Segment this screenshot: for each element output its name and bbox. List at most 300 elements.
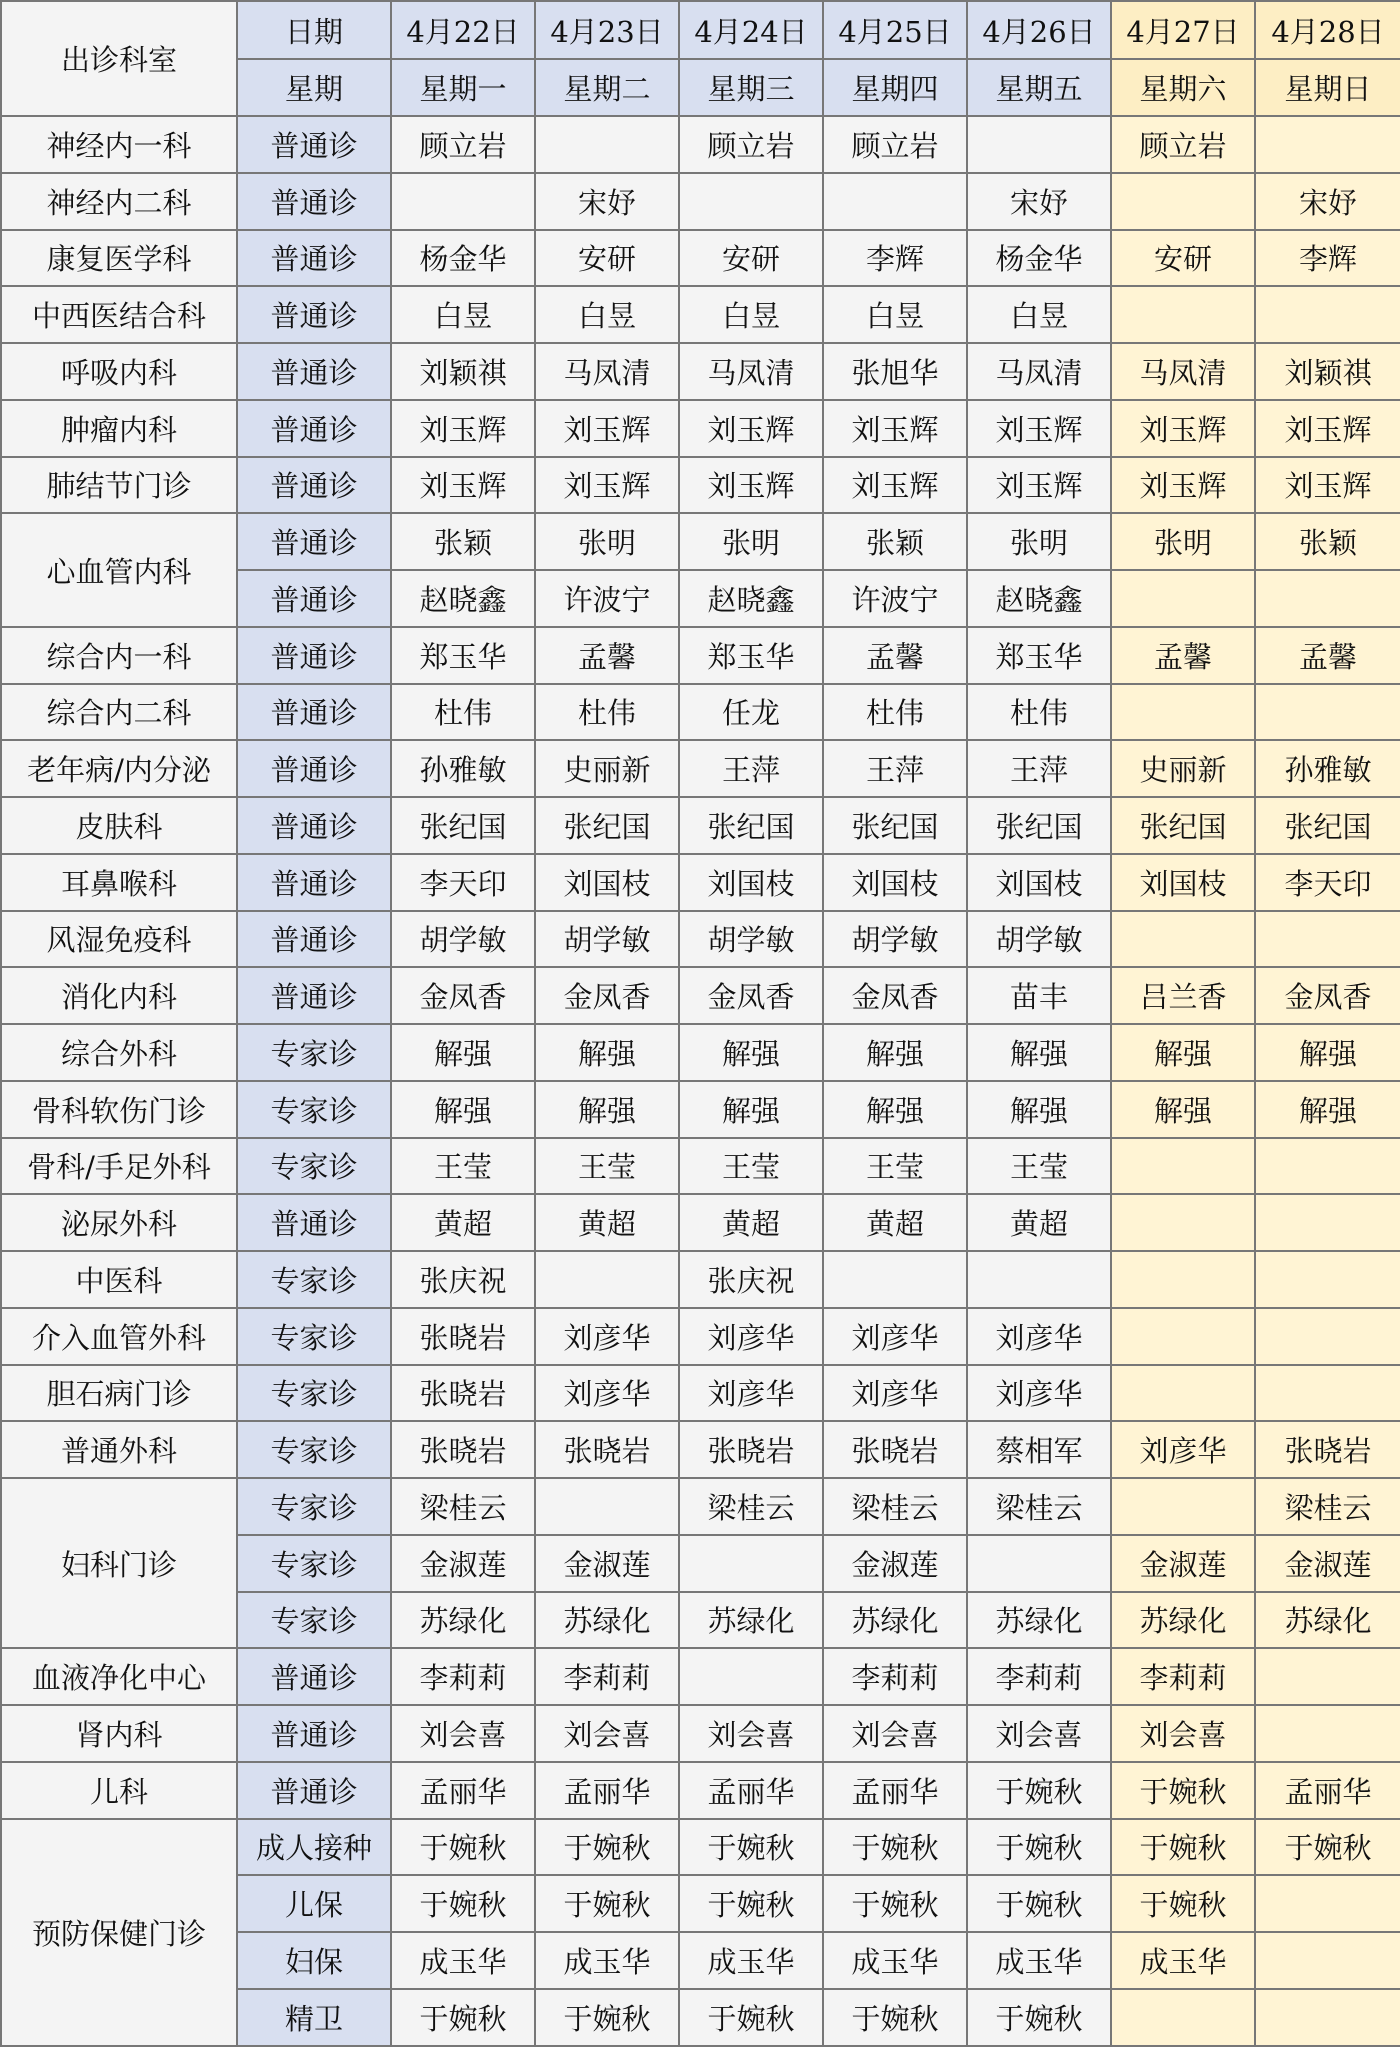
schedule-row: [1, 1421, 1400, 1478]
department-name: 泌尿外科: [1, 1194, 237, 1251]
doctor-cell: 于婉秋: [535, 1989, 679, 2046]
doctor-cell: 黄超: [535, 1194, 679, 1251]
doctor-cell: 张纪国: [967, 797, 1111, 854]
clinic-type: 专家诊: [237, 1535, 391, 1592]
clinic-type: 精卫: [237, 1989, 391, 2046]
schedule-row: [1, 1648, 1400, 1705]
doctor-cell: 刘玉辉: [967, 400, 1111, 457]
doctor-cell: [967, 1251, 1111, 1308]
schedule-row: [1, 230, 1400, 287]
doctor-cell: 于婉秋: [391, 1819, 535, 1876]
doctor-cell: [1255, 684, 1400, 741]
doctor-cell: 白昱: [679, 286, 823, 343]
doctor-cell: 李莉莉: [823, 1648, 967, 1705]
doctor-cell: [1111, 684, 1255, 741]
clinic-type: 专家诊: [237, 1308, 391, 1365]
doctor-cell: 史丽新: [535, 740, 679, 797]
doctor-cell: 杜伟: [967, 684, 1111, 741]
doctor-cell: [1255, 1194, 1400, 1251]
doctor-cell: 李莉莉: [391, 1648, 535, 1705]
doctor-cell: [1111, 1251, 1255, 1308]
clinic-type: 专家诊: [237, 1251, 391, 1308]
clinic-type: 普通诊: [237, 967, 391, 1024]
doctor-cell: 李天印: [1255, 854, 1400, 911]
doctor-cell: 苏绿化: [535, 1592, 679, 1649]
doctor-cell: 于婉秋: [1255, 1819, 1400, 1876]
dept-header: 出诊科室: [1, 1, 237, 116]
doctor-cell: 王萍: [823, 740, 967, 797]
doctor-cell: 金凤香: [391, 967, 535, 1024]
doctor-cell: 于婉秋: [967, 1819, 1111, 1876]
doctor-cell: 金淑莲: [823, 1535, 967, 1592]
doctor-cell: 于婉秋: [391, 1989, 535, 2046]
doctor-cell: 刘玉辉: [1111, 457, 1255, 514]
doctor-cell: 张晓岩: [1255, 1421, 1400, 1478]
doctor-cell: 蔡相军: [967, 1421, 1111, 1478]
doctor-cell: 成玉华: [679, 1932, 823, 1989]
doctor-cell: 金凤香: [679, 967, 823, 1024]
doctor-cell: 解强: [535, 1081, 679, 1138]
clinic-type: 普通诊: [237, 343, 391, 400]
schedule-row: [1, 1024, 1400, 1081]
doctor-cell: 吕兰香: [1111, 967, 1255, 1024]
doctor-cell: [679, 173, 823, 230]
doctor-cell: 孟馨: [535, 627, 679, 684]
department-name: 综合内二科: [1, 684, 237, 741]
doctor-cell: 金凤香: [535, 967, 679, 1024]
doctor-cell: 梁桂云: [679, 1478, 823, 1535]
weekday-cell: 星期四: [823, 59, 967, 116]
doctor-cell: [535, 116, 679, 173]
doctor-cell: 金淑莲: [535, 1535, 679, 1592]
doctor-cell: 李莉莉: [1111, 1648, 1255, 1705]
doctor-cell: 于婉秋: [823, 1875, 967, 1932]
doctor-cell: 白昱: [391, 286, 535, 343]
clinic-type: 专家诊: [237, 1592, 391, 1649]
doctor-cell: 于婉秋: [967, 1989, 1111, 2046]
schedule-row: [1, 173, 1400, 230]
doctor-cell: 张晓岩: [391, 1308, 535, 1365]
clinic-type: 普通诊: [237, 1705, 391, 1762]
doctor-cell: [1111, 286, 1255, 343]
department-name: 胆石病门诊: [1, 1365, 237, 1422]
doctor-cell: 孟丽华: [823, 1762, 967, 1819]
department-name: 综合外科: [1, 1024, 237, 1081]
doctor-cell: 成玉华: [391, 1932, 535, 1989]
doctor-cell: 梁桂云: [1255, 1478, 1400, 1535]
department-name: 肺结节门诊: [1, 457, 237, 514]
doctor-cell: [1255, 1251, 1400, 1308]
doctor-cell: [1111, 173, 1255, 230]
doctor-cell: 解强: [823, 1081, 967, 1138]
schedule-row: [1, 513, 1400, 570]
doctor-cell: 王莹: [967, 1138, 1111, 1195]
schedule-row: [1, 343, 1400, 400]
clinic-type: 专家诊: [237, 1478, 391, 1535]
clinic-type: 普通诊: [237, 116, 391, 173]
doctor-cell: 任龙: [679, 684, 823, 741]
schedule-row: [1, 286, 1400, 343]
doctor-cell: 马凤清: [967, 343, 1111, 400]
doctor-cell: 成玉华: [967, 1932, 1111, 1989]
doctor-cell: 赵晓鑫: [679, 570, 823, 627]
schedule-row: [1, 684, 1400, 741]
doctor-cell: 孟馨: [823, 627, 967, 684]
doctor-cell: 王莹: [823, 1138, 967, 1195]
doctor-cell: [1255, 911, 1400, 968]
weekday-cell: 星期日: [1255, 59, 1400, 116]
doctor-cell: 刘国枝: [823, 854, 967, 911]
doctor-cell: 顾立岩: [823, 116, 967, 173]
clinic-type: 专家诊: [237, 1081, 391, 1138]
schedule-row: [1, 1308, 1400, 1365]
date-label: 日期: [237, 1, 391, 59]
doctor-cell: [823, 1251, 967, 1308]
date-cell: 4月23日: [535, 1, 679, 59]
doctor-cell: 李天印: [391, 854, 535, 911]
doctor-cell: 解强: [679, 1081, 823, 1138]
doctor-cell: 张颖: [391, 513, 535, 570]
doctor-cell: 刘国枝: [1111, 854, 1255, 911]
schedule-row: [1, 1081, 1400, 1138]
doctor-cell: [1111, 570, 1255, 627]
doctor-cell: 王莹: [535, 1138, 679, 1195]
doctor-cell: 苏绿化: [679, 1592, 823, 1649]
department-name: 呼吸内科: [1, 343, 237, 400]
doctor-cell: 刘彦华: [967, 1308, 1111, 1365]
doctor-cell: [535, 1251, 679, 1308]
doctor-cell: 苏绿化: [823, 1592, 967, 1649]
doctor-cell: 梁桂云: [967, 1478, 1111, 1535]
doctor-cell: 马凤清: [679, 343, 823, 400]
doctor-cell: 刘彦华: [967, 1365, 1111, 1422]
doctor-cell: 刘彦华: [679, 1308, 823, 1365]
schedule-row: [1, 1705, 1400, 1762]
doctor-cell: 刘玉辉: [535, 457, 679, 514]
doctor-cell: [1255, 570, 1400, 627]
doctor-cell: 李莉莉: [535, 1648, 679, 1705]
doctor-cell: 张纪国: [1255, 797, 1400, 854]
department-name: 神经内一科: [1, 116, 237, 173]
doctor-cell: 张庆祝: [391, 1251, 535, 1308]
department-name: 肿瘤内科: [1, 400, 237, 457]
doctor-cell: 胡学敏: [391, 911, 535, 968]
doctor-cell: 胡学敏: [823, 911, 967, 968]
doctor-cell: 孟馨: [1255, 627, 1400, 684]
doctor-cell: 马凤清: [535, 343, 679, 400]
clinic-type: 普通诊: [237, 230, 391, 287]
schedule-row: [1, 400, 1400, 457]
doctor-cell: 孙雅敏: [1255, 740, 1400, 797]
doctor-cell: [1255, 116, 1400, 173]
doctor-cell: 张颖: [1255, 513, 1400, 570]
doctor-cell: 杜伟: [535, 684, 679, 741]
doctor-cell: 刘会喜: [967, 1705, 1111, 1762]
clinic-type: 普通诊: [237, 627, 391, 684]
doctor-cell: [1255, 1365, 1400, 1422]
doctor-cell: 解强: [391, 1081, 535, 1138]
department-name: 普通外科: [1, 1421, 237, 1478]
doctor-cell: 宋妤: [1255, 173, 1400, 230]
clinic-type: 普通诊: [237, 400, 391, 457]
doctor-cell: 杜伟: [391, 684, 535, 741]
schedule-row: [1, 1194, 1400, 1251]
doctor-cell: 于婉秋: [679, 1819, 823, 1876]
doctor-cell: [1111, 1365, 1255, 1422]
doctor-cell: 安研: [535, 230, 679, 287]
doctor-cell: 刘彦华: [823, 1308, 967, 1365]
department-name: 耳鼻喉科: [1, 854, 237, 911]
clinic-type: 普通诊: [237, 1648, 391, 1705]
doctor-cell: 白昱: [823, 286, 967, 343]
doctor-cell: 张明: [535, 513, 679, 570]
doctor-cell: 刘会喜: [1111, 1705, 1255, 1762]
doctor-cell: 于婉秋: [1111, 1875, 1255, 1932]
department-name: 风湿免疫科: [1, 911, 237, 968]
doctor-cell: 胡学敏: [967, 911, 1111, 968]
doctor-cell: 金凤香: [823, 967, 967, 1024]
doctor-cell: 宋妤: [967, 173, 1111, 230]
doctor-cell: 许波宁: [823, 570, 967, 627]
doctor-cell: 刘彦华: [1111, 1421, 1255, 1478]
doctor-cell: 解强: [823, 1024, 967, 1081]
weekday-cell: 星期二: [535, 59, 679, 116]
doctor-cell: 于婉秋: [967, 1762, 1111, 1819]
doctor-cell: [1255, 1932, 1400, 1989]
department-name: 老年病/内分泌: [1, 740, 237, 797]
doctor-cell: 王萍: [679, 740, 823, 797]
doctor-cell: 刘彦华: [679, 1365, 823, 1422]
doctor-cell: [967, 1535, 1111, 1592]
doctor-cell: [1111, 1478, 1255, 1535]
doctor-cell: 张晓岩: [391, 1365, 535, 1422]
doctor-cell: 安研: [1111, 230, 1255, 287]
doctor-cell: [1111, 1138, 1255, 1195]
doctor-cell: 刘彦华: [823, 1365, 967, 1422]
schedule-row: [1, 797, 1400, 854]
clinic-type: 专家诊: [237, 1138, 391, 1195]
doctor-cell: 郑玉华: [679, 627, 823, 684]
department-name: 中西医结合科: [1, 286, 237, 343]
department-name: 消化内科: [1, 967, 237, 1024]
doctor-cell: 于婉秋: [535, 1875, 679, 1932]
doctor-cell: 孟丽华: [535, 1762, 679, 1819]
doctor-cell: [1111, 1989, 1255, 2046]
department-name: 骨科软伤门诊: [1, 1081, 237, 1138]
doctor-cell: 刘玉辉: [391, 457, 535, 514]
clinic-type: 专家诊: [237, 1421, 391, 1478]
doctor-cell: 于婉秋: [679, 1875, 823, 1932]
doctor-cell: 黄超: [391, 1194, 535, 1251]
schedule-row: [1, 1762, 1400, 1819]
doctor-cell: 刘玉辉: [967, 457, 1111, 514]
clinic-type: 普通诊: [237, 911, 391, 968]
clinic-type: 普通诊: [237, 457, 391, 514]
date-cell: 4月24日: [679, 1, 823, 59]
doctor-cell: 赵晓鑫: [391, 570, 535, 627]
doctor-cell: 金淑莲: [1111, 1535, 1255, 1592]
schedule-row: [1, 1365, 1400, 1422]
doctor-cell: 于婉秋: [535, 1819, 679, 1876]
doctor-cell: [967, 116, 1111, 173]
schedule-row: [1, 740, 1400, 797]
doctor-cell: 李辉: [1255, 230, 1400, 287]
doctor-cell: 张颖: [823, 513, 967, 570]
department-name: 骨科/手足外科: [1, 1138, 237, 1195]
department-name: 预防保健门诊: [1, 1819, 237, 2047]
doctor-cell: 刘会喜: [535, 1705, 679, 1762]
doctor-cell: 张庆祝: [679, 1251, 823, 1308]
schedule-row: [1, 1138, 1400, 1195]
department-name: 皮肤科: [1, 797, 237, 854]
doctor-cell: 梁桂云: [391, 1478, 535, 1535]
doctor-cell: 于婉秋: [823, 1819, 967, 1876]
doctor-cell: 李莉莉: [967, 1648, 1111, 1705]
doctor-cell: [1255, 1875, 1400, 1932]
doctor-cell: 刘颖祺: [391, 343, 535, 400]
doctor-cell: 刘国枝: [535, 854, 679, 911]
doctor-cell: 许波宁: [535, 570, 679, 627]
schedule-row: [1, 1478, 1400, 1535]
doctor-cell: 黄超: [679, 1194, 823, 1251]
doctor-cell: 王莹: [679, 1138, 823, 1195]
doctor-cell: 苗丰: [967, 967, 1111, 1024]
doctor-cell: 解强: [535, 1024, 679, 1081]
date-cell: 4月28日: [1255, 1, 1400, 59]
doctor-cell: 张明: [1111, 513, 1255, 570]
doctor-cell: 金淑莲: [391, 1535, 535, 1592]
department-name: 综合内一科: [1, 627, 237, 684]
date-cell: 4月27日: [1111, 1, 1255, 59]
schedule-body: [1, 116, 1400, 2046]
doctor-cell: 顾立岩: [679, 116, 823, 173]
doctor-cell: 刘玉辉: [679, 457, 823, 514]
doctor-cell: 孙雅敏: [391, 740, 535, 797]
doctor-cell: 郑玉华: [391, 627, 535, 684]
doctor-cell: 刘会喜: [823, 1705, 967, 1762]
doctor-cell: 黄超: [823, 1194, 967, 1251]
doctor-cell: 孟丽华: [391, 1762, 535, 1819]
doctor-cell: 于婉秋: [823, 1989, 967, 2046]
date-cell: 4月22日: [391, 1, 535, 59]
doctor-cell: 张纪国: [679, 797, 823, 854]
weekday-cell: 星期三: [679, 59, 823, 116]
doctor-cell: 苏绿化: [1111, 1592, 1255, 1649]
doctor-cell: 孟丽华: [679, 1762, 823, 1819]
doctor-cell: 苏绿化: [1255, 1592, 1400, 1649]
clinic-type: 普通诊: [237, 1762, 391, 1819]
doctor-cell: 张纪国: [535, 797, 679, 854]
doctor-cell: 张明: [679, 513, 823, 570]
clinic-type: 儿保: [237, 1875, 391, 1932]
doctor-cell: 苏绿化: [967, 1592, 1111, 1649]
doctor-cell: 胡学敏: [535, 911, 679, 968]
doctor-cell: 刘玉辉: [535, 400, 679, 457]
department-name: 儿科: [1, 1762, 237, 1819]
doctor-cell: 宋妤: [535, 173, 679, 230]
doctor-cell: 孟馨: [1111, 627, 1255, 684]
doctor-cell: 金凤香: [1255, 967, 1400, 1024]
doctor-cell: [535, 1478, 679, 1535]
clinic-type: 普通诊: [237, 570, 391, 627]
doctor-cell: 解强: [1255, 1081, 1400, 1138]
department-name: 肾内科: [1, 1705, 237, 1762]
doctor-cell: 于婉秋: [391, 1875, 535, 1932]
doctor-cell: 解强: [679, 1024, 823, 1081]
schedule-row: [1, 457, 1400, 514]
doctor-cell: [1255, 286, 1400, 343]
doctor-cell: 张明: [967, 513, 1111, 570]
doctor-cell: 刘玉辉: [679, 400, 823, 457]
doctor-cell: 郑玉华: [967, 627, 1111, 684]
date-cell: 4月26日: [967, 1, 1111, 59]
doctor-cell: 苏绿化: [391, 1592, 535, 1649]
schedule-row: [1, 627, 1400, 684]
doctor-cell: 顾立岩: [391, 116, 535, 173]
doctor-cell: [1255, 1989, 1400, 2046]
doctor-cell: 杨金华: [391, 230, 535, 287]
schedule-row: [1, 854, 1400, 911]
clinic-type: 普通诊: [237, 1194, 391, 1251]
doctor-cell: 张纪国: [823, 797, 967, 854]
clinic-type: 普通诊: [237, 684, 391, 741]
doctor-cell: 刘玉辉: [1255, 400, 1400, 457]
clinic-type: 普通诊: [237, 513, 391, 570]
doctor-cell: 张晓岩: [679, 1421, 823, 1478]
schedule-row: [1, 911, 1400, 968]
department-name: 介入血管外科: [1, 1308, 237, 1365]
weekday-cell: 星期一: [391, 59, 535, 116]
doctor-cell: 解强: [1111, 1081, 1255, 1138]
doctor-cell: 解强: [967, 1081, 1111, 1138]
clinic-type: 成人接种: [237, 1819, 391, 1876]
doctor-cell: [1255, 1138, 1400, 1195]
weekday-cell: 星期五: [967, 59, 1111, 116]
doctor-cell: 张纪国: [391, 797, 535, 854]
doctor-cell: 于婉秋: [967, 1875, 1111, 1932]
doctor-cell: 杜伟: [823, 684, 967, 741]
header-row-dates: [1, 1, 1400, 59]
doctor-cell: 张纪国: [1111, 797, 1255, 854]
department-name: 康复医学科: [1, 230, 237, 287]
doctor-cell: 刘国枝: [679, 854, 823, 911]
doctor-cell: 金淑莲: [1255, 1535, 1400, 1592]
doctor-cell: 解强: [1255, 1024, 1400, 1081]
doctor-cell: 赵晓鑫: [967, 570, 1111, 627]
weekday-label: 星期: [237, 59, 391, 116]
doctor-cell: [679, 1535, 823, 1592]
doctor-cell: 王萍: [967, 740, 1111, 797]
doctor-cell: 孟丽华: [1255, 1762, 1400, 1819]
doctor-cell: [1111, 911, 1255, 968]
doctor-cell: 张晓岩: [391, 1421, 535, 1478]
clinic-type: 普通诊: [237, 740, 391, 797]
doctor-cell: 于婉秋: [1111, 1819, 1255, 1876]
doctor-cell: 刘玉辉: [823, 400, 967, 457]
clinic-type: 专家诊: [237, 1024, 391, 1081]
doctor-cell: 胡学敏: [679, 911, 823, 968]
doctor-cell: 于婉秋: [679, 1989, 823, 2046]
clinic-type: 普通诊: [237, 854, 391, 911]
doctor-cell: 马凤清: [1111, 343, 1255, 400]
doctor-cell: 白昱: [535, 286, 679, 343]
doctor-cell: 王莹: [391, 1138, 535, 1195]
schedule-row: [1, 1251, 1400, 1308]
clinic-type: 普通诊: [237, 797, 391, 854]
doctor-cell: 刘玉辉: [1255, 457, 1400, 514]
doctor-cell: 顾立岩: [1111, 116, 1255, 173]
doctor-cell: 刘玉辉: [1111, 400, 1255, 457]
